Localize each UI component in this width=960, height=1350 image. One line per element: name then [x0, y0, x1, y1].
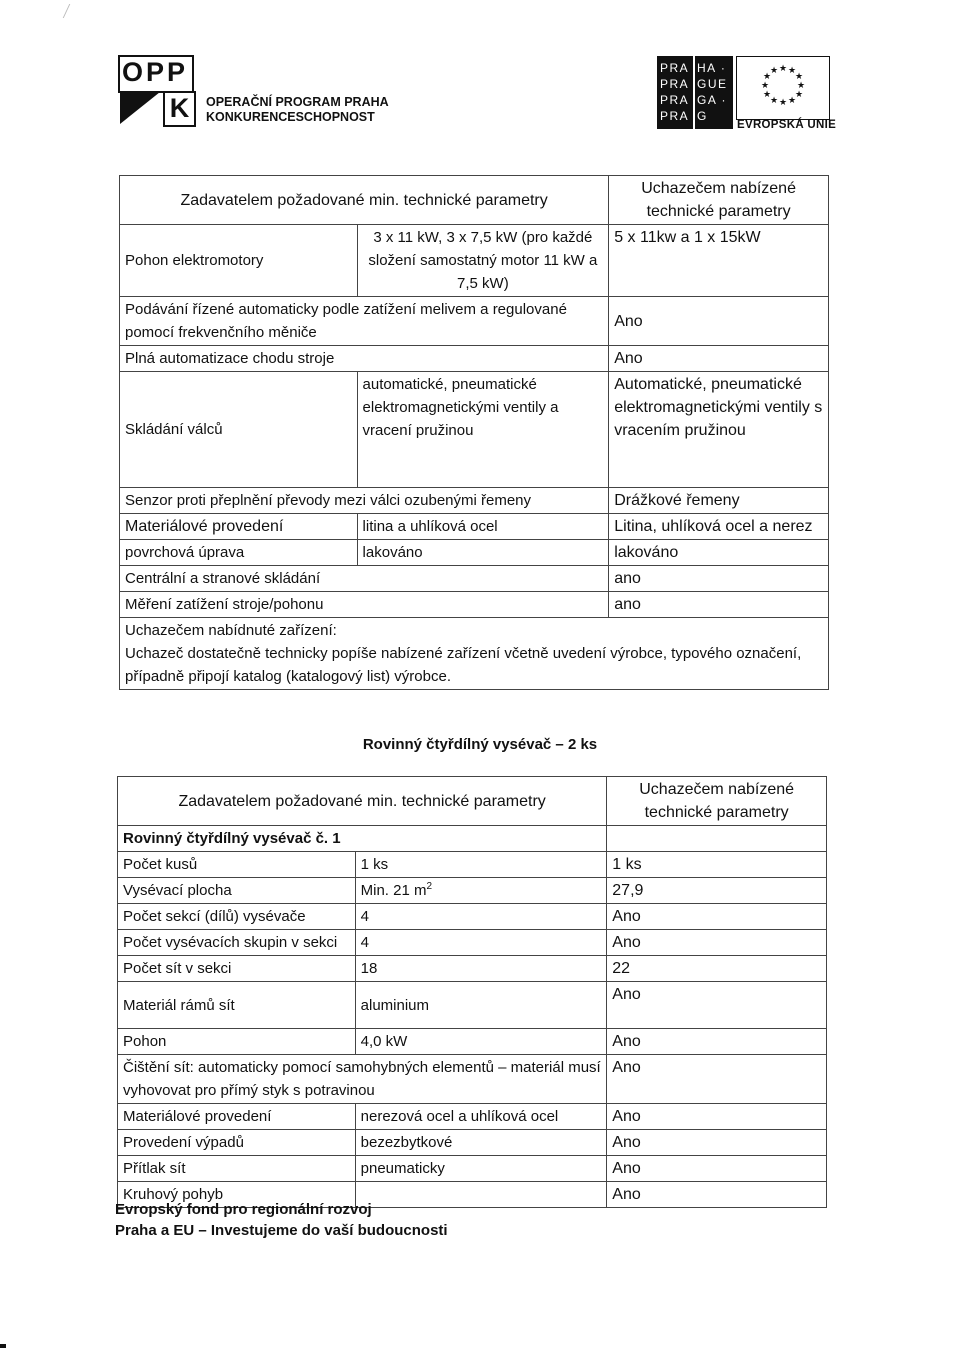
row-label: Kruhový pohyb — [118, 1182, 356, 1208]
table-row — [118, 878, 827, 904]
table-row — [120, 566, 829, 592]
row-offer: 1 ks — [607, 852, 827, 878]
row-label: Vysévací plocha — [118, 878, 356, 904]
row-requirement: automatické, pneumatické elektromagnetickými ventily a vracení pružinou — [357, 372, 609, 488]
svg-text:★: ★ — [762, 90, 772, 100]
table-footer-row — [120, 618, 829, 690]
svg-text:★: ★ — [796, 81, 806, 91]
eu-stars-icon — [737, 57, 829, 119]
praha-logo-text: HA · — [697, 61, 727, 75]
row-requirement: bezezbytkové — [355, 1130, 607, 1156]
row-offer: Ano — [607, 904, 827, 930]
row-offer: ano — [609, 592, 829, 618]
row-offer: Litina, uhlíková ocel a nerez — [609, 514, 829, 540]
row-requirement: lakováno — [357, 540, 609, 566]
praha-logo-text: GA · — [697, 93, 728, 107]
row-offer: Ano — [607, 1055, 827, 1104]
table-row — [118, 930, 827, 956]
roller-mill-parameters-table — [119, 175, 829, 690]
eu-label: EVROPSKÁ UNIE — [737, 119, 837, 131]
praha-logo-right — [697, 60, 728, 124]
row-label: Pohon elektromotory — [120, 225, 358, 297]
table-row — [118, 1156, 827, 1182]
offered-device-title: Uchazečem nabídnuté zařízení: — [125, 622, 337, 639]
row-requirement: 4 — [355, 904, 607, 930]
row-requirement: aluminium — [355, 982, 607, 1029]
table-row — [118, 1104, 827, 1130]
row-label: Materiálové provedení — [118, 1104, 356, 1130]
svg-text:★: ★ — [760, 81, 770, 91]
row-offer: lakováno — [609, 540, 829, 566]
svg-text:★: ★ — [769, 66, 779, 76]
row-label: Materiálové provedení — [120, 514, 358, 540]
row-offer: Ano — [607, 1182, 827, 1208]
table-row — [120, 592, 829, 618]
row-label: Počet sekcí (dílů) vysévače — [118, 904, 356, 930]
row-requirement: litina a uhlíková ocel — [357, 514, 609, 540]
offer-header: Uchazečem nabízené technické parametry — [607, 777, 827, 826]
row-label: Počet kusů — [118, 852, 356, 878]
row-offer: ano — [609, 566, 829, 592]
scan-mark — [0, 1344, 6, 1348]
row-label: Počet sít v sekci — [118, 956, 356, 982]
sifter-subheader: Rovinný čtyřdílný vysévač č. 1 — [118, 826, 607, 852]
row-offer: 22 — [607, 956, 827, 982]
row-label: Senzor proti přeplnění převody mezi válci ozubenými řemeny — [120, 488, 609, 514]
row-label: Pohon — [118, 1029, 356, 1055]
row-requirement: 1 ks — [355, 852, 607, 878]
eu-flag-icon — [736, 56, 830, 120]
offer-header: Uchazečem nabízené technické parametry — [609, 176, 829, 225]
table-row — [120, 488, 829, 514]
svg-text:★: ★ — [762, 72, 772, 82]
section-title: Rovinný čtyřdílný vysévač – 2 ks — [362, 736, 598, 753]
table-header-row — [120, 176, 829, 225]
sifter-parameters-table — [117, 776, 827, 1208]
row-label: Materiál rámů sít — [118, 982, 356, 1029]
row-requirement: 4 — [355, 930, 607, 956]
praha-logo-text: PRA — [660, 77, 690, 91]
table-row — [118, 956, 827, 982]
row-offer: Ano — [607, 1104, 827, 1130]
praha-logo-text: G — [697, 109, 708, 123]
offered-device-note — [120, 618, 829, 690]
svg-text:★: ★ — [769, 96, 779, 106]
row-requirement: 18 — [355, 956, 607, 982]
praha-logo-text: PRA — [660, 109, 690, 123]
table-row — [118, 904, 827, 930]
row-label: Čištění sít: automaticky pomocí samohybných elementů – materiál musí vyhovovat pro přímý styk s potravinou — [118, 1055, 607, 1104]
svg-text:★: ★ — [787, 66, 797, 76]
praha-logo-text: PRA — [660, 93, 690, 107]
scan-mark — [63, 4, 83, 18]
praha-logo-text: PRA — [660, 61, 690, 75]
footer-fund: Evropský fond pro regionální rozvoj — [115, 1201, 372, 1218]
row-offer: Ano — [607, 1130, 827, 1156]
table-row — [118, 852, 827, 878]
table-row — [120, 514, 829, 540]
offered-device-text: Uchazeč dostatečně technicky popíše nabízené zařízení včetně uvedení výrobce, typového označení, případně připojí katalog (katalogový list) výrobce. — [125, 645, 802, 685]
empty-cell — [607, 826, 827, 852]
row-offer: Drážkové řemeny — [609, 488, 829, 514]
svg-text:★: ★ — [794, 90, 804, 100]
praha-logo — [657, 56, 733, 129]
row-label: Přítlak sít — [118, 1156, 356, 1182]
oppk-logo-k: K — [163, 91, 196, 127]
table-row — [118, 1055, 827, 1104]
row-label: Podávání řízené automaticky podle zatížení melivem a regulované pomocí frekvenčního měniče — [120, 297, 609, 346]
svg-text:★: ★ — [794, 72, 804, 82]
requirements-header: Zadavatelem požadované min. technické parametry — [120, 176, 609, 225]
row-requirement: 4,0 kW — [355, 1029, 607, 1055]
footer-slogan: Praha a EU – Investujeme do vaší budoucnosti — [115, 1222, 448, 1239]
row-offer: Ano — [609, 346, 829, 372]
table-row — [120, 346, 829, 372]
praha-logo-text: GUE — [697, 77, 728, 91]
svg-text:★: ★ — [778, 98, 788, 108]
svg-text:★: ★ — [778, 64, 788, 74]
area-value: Min. 21 m — [360, 882, 427, 899]
row-label: Skládání válců — [120, 372, 358, 488]
requirements-header: Zadavatelem požadované min. technické parametry — [118, 777, 607, 826]
table-row — [120, 297, 829, 346]
row-offer: 27,9 — [607, 878, 827, 904]
row-offer: Ano — [607, 1156, 827, 1182]
row-label: Centrální a stranové skládání — [120, 566, 609, 592]
table-subheader-row — [118, 826, 827, 852]
row-requirement: pneumaticky — [355, 1156, 607, 1182]
row-requirement — [355, 878, 607, 904]
program-name-line2: KONKURENCESCHOPNOST — [206, 110, 375, 124]
row-requirement — [355, 1182, 607, 1208]
praha-logo-divider — [693, 56, 695, 129]
table-header-row — [118, 777, 827, 826]
table-row — [120, 540, 829, 566]
table-row — [118, 982, 827, 1029]
row-offer: 5 x 11kw a 1 x 15kW — [609, 225, 829, 297]
row-offer: Ano — [607, 982, 827, 1029]
row-offer: Ano — [609, 297, 829, 346]
area-unit-exponent: 2 — [426, 881, 433, 892]
row-label: povrchová úprava — [120, 540, 358, 566]
row-requirement: 3 x 11 kW, 3 x 7,5 kW (pro každé složení samostatný motor 11 kW a 7,5 kW) — [357, 225, 609, 297]
row-label: Počet vysévacích skupin v sekci — [118, 930, 356, 956]
oppk-logo-opp: OPP — [122, 57, 189, 87]
oppk-logo-triangle — [120, 92, 160, 124]
table-row — [118, 1130, 827, 1156]
row-requirement: nerezová ocel a uhlíková ocel — [355, 1104, 607, 1130]
praha-logo-left — [660, 60, 689, 124]
row-label: Provedení výpadů — [118, 1130, 356, 1156]
svg-text:★: ★ — [787, 96, 797, 106]
row-label: Měření zatížení stroje/pohonu — [120, 592, 609, 618]
table-row — [118, 1029, 827, 1055]
row-offer: Ano — [607, 1029, 827, 1055]
row-offer: Automatické, pneumatické elektromagnetickými ventily s vracením pružinou — [609, 372, 829, 488]
table-row — [120, 225, 829, 297]
program-name — [206, 95, 389, 125]
row-offer: Ano — [607, 930, 827, 956]
row-label: Plná automatizace chodu stroje — [120, 346, 609, 372]
program-name-line1: OPERAČNÍ PROGRAM PRAHA — [206, 95, 389, 109]
oppk-logo — [118, 55, 194, 127]
table-row — [120, 372, 829, 488]
